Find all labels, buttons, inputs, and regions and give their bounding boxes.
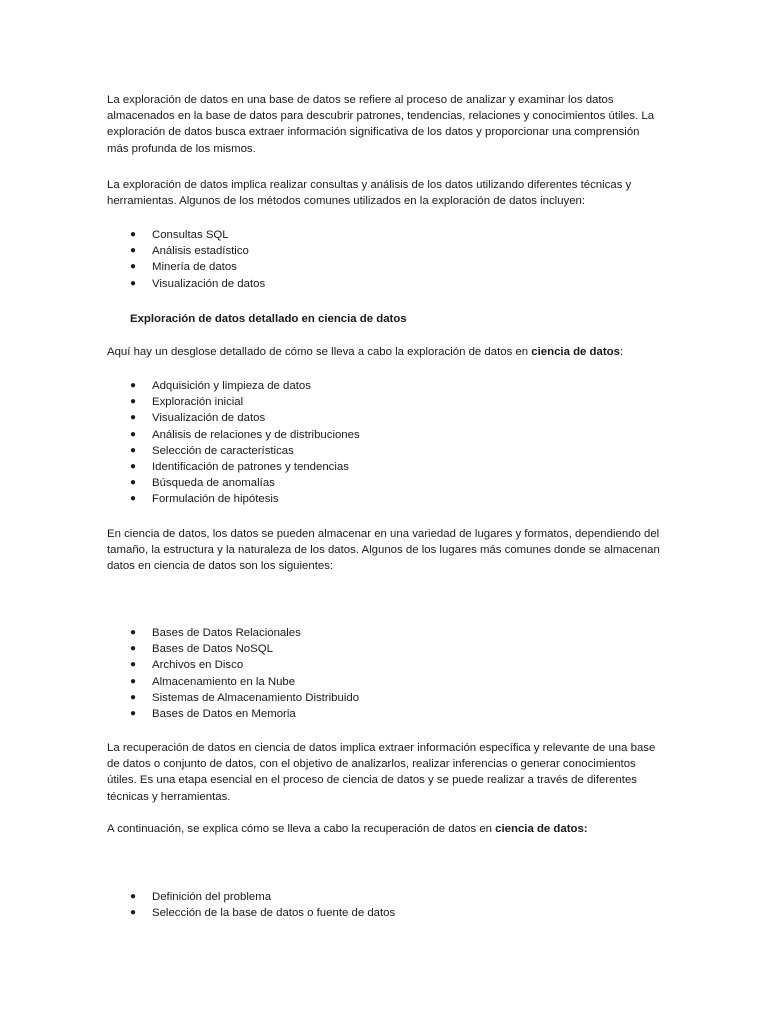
bullet-icon: ● xyxy=(130,891,137,902)
bullet-icon: ● xyxy=(130,245,137,257)
bullet-icon: ● xyxy=(130,460,137,472)
bullet-icon: ● xyxy=(130,277,137,289)
paragraph-data-exploration-intro: La exploración de datos en una base de datos se refiere al proceso de analizar y examinar los datos almacenados en la base de datos para descubrir patrones, tendencias, relaciones y conocimientos útiles. La exploración de datos busca extraer información significativa de los datos y proporcionar una comprensión más profunda de los mismos. xyxy=(107,94,655,155)
paragraph-retrieval-steps-intro: A continuación, se explica cómo se lleva a cabo la recuperación de datos en ciencia de datos: xyxy=(107,823,588,835)
document-page: La exploración de datos en una base de datos se refiere al proceso de analizar y examinar los datos almacenados en la base de datos para descubrir patrones, tendencias, relaciones y conocimientos útiles. La exploración de datos busca extraer información significativa de los datos y proporcionar una comprensión más profunda de los mismos. La exploración de datos implica realizar consultas y análisis de los datos utilizando diferentes técnicas y herramientas. Algunos de los métodos comunes utilizados en la exploración de datos incluyen: ● Consultas SQL ● Análisis estadístico ● Minería de datos ● Visualización de datos Exploración de datos detallado en ciencia de datos Aquí hay un desglose detallado de cómo se lleva a cabo la exploración de datos en ciencia de datos: ● Adquisición y limpieza de datos ● Exploración inicial ● Visualización de datos ● Análisis de relaciones y de distribuciones ● Selección de características ● Identificación de patrones y tendencias ● Búsqueda de anomalías ● Formulación de hipótesis En ciencia de datos, los datos se pueden almacenar en una variedad de lugares y formatos, dependiendo del tamaño, la estructura y la naturaleza de los datos. Algunos de los lugares más comunes donde se almacenan datos en ciencia de datos son los siguientes: ● Bases de Datos Relacionales ● Bases de Datos NoSQL ● Archivos en Disco ● Almacenamiento en la Nube ● Sistemas de Almacenamiento Distribuido ● Bases de Datos en Memoria La recuperación de datos en ciencia de datos implica extraer información específica y relevante de una base de datos o conjunto de datos, con el objetivo de analizarlos, realizar inferencias o generar conocimientos útiles. Es una etapa esencial en el proceso de ciencia de datos y se puede realizar a través de diferentes técnicas y herramientas. A continuación, se explica cómo se lleva a cabo la recuperación de datos en ciencia de datos: ● Definición del problema ● Selección de la base de datos o fuente de datos xyxy=(0,0,768,1024)
bullet-icon: ● xyxy=(130,380,137,391)
bullet-icon: ● xyxy=(130,691,137,703)
bullet-icon: ● xyxy=(130,444,137,456)
bullet-icon: ● xyxy=(130,907,137,919)
paragraph-storage-intro: En ciencia de datos, los datos se pueden almacenar en una variedad de lugares y formatos, dependiendo del tamaño, la estructura y la naturaleza de los datos. Algunos de los lugares más comunes donde se almacenan datos en ciencia de datos son los siguientes: xyxy=(107,528,660,573)
bullet-icon: ● xyxy=(130,627,137,638)
bullet-icon: ● xyxy=(130,396,137,408)
bullet-icon: ● xyxy=(130,493,137,505)
bullet-icon: ● xyxy=(130,412,137,424)
section-heading: Exploración de datos detallado en ciencia de datos xyxy=(130,313,407,325)
paragraph-data-retrieval: La recuperación de datos en ciencia de datos implica extraer información específica y relevante de una base de datos o conjunto de datos, con el objetivo de analizarlos, realizar inferencias o generar conocimientos útiles. Es una etapa esencial en el proceso de ciencia de datos y se puede realizar a través de diferentes técnicas y herramientas. xyxy=(107,742,656,803)
bullet-icon: ● xyxy=(130,261,137,273)
bullet-icon: ● xyxy=(130,229,137,240)
bullet-icon: ● xyxy=(130,707,137,719)
bullet-icon: ● xyxy=(130,428,137,440)
paragraph-breakdown-intro: Aquí hay un desglose detallado de cómo se lleva a cabo la exploración de datos en ciencia de datos: xyxy=(107,346,624,358)
bullet-icon: ● xyxy=(130,659,137,671)
bullet-icon: ● xyxy=(130,675,137,687)
bullet-icon: ● xyxy=(130,643,137,655)
paragraph-exploration-methods: La exploración de datos implica realizar consultas y análisis de los datos utilizando diferentes técnicas y herramientas. Algunos de los métodos comunes utilizados en la exploración de datos incluyen: xyxy=(107,179,632,208)
bullet-icon: ● xyxy=(130,477,137,489)
